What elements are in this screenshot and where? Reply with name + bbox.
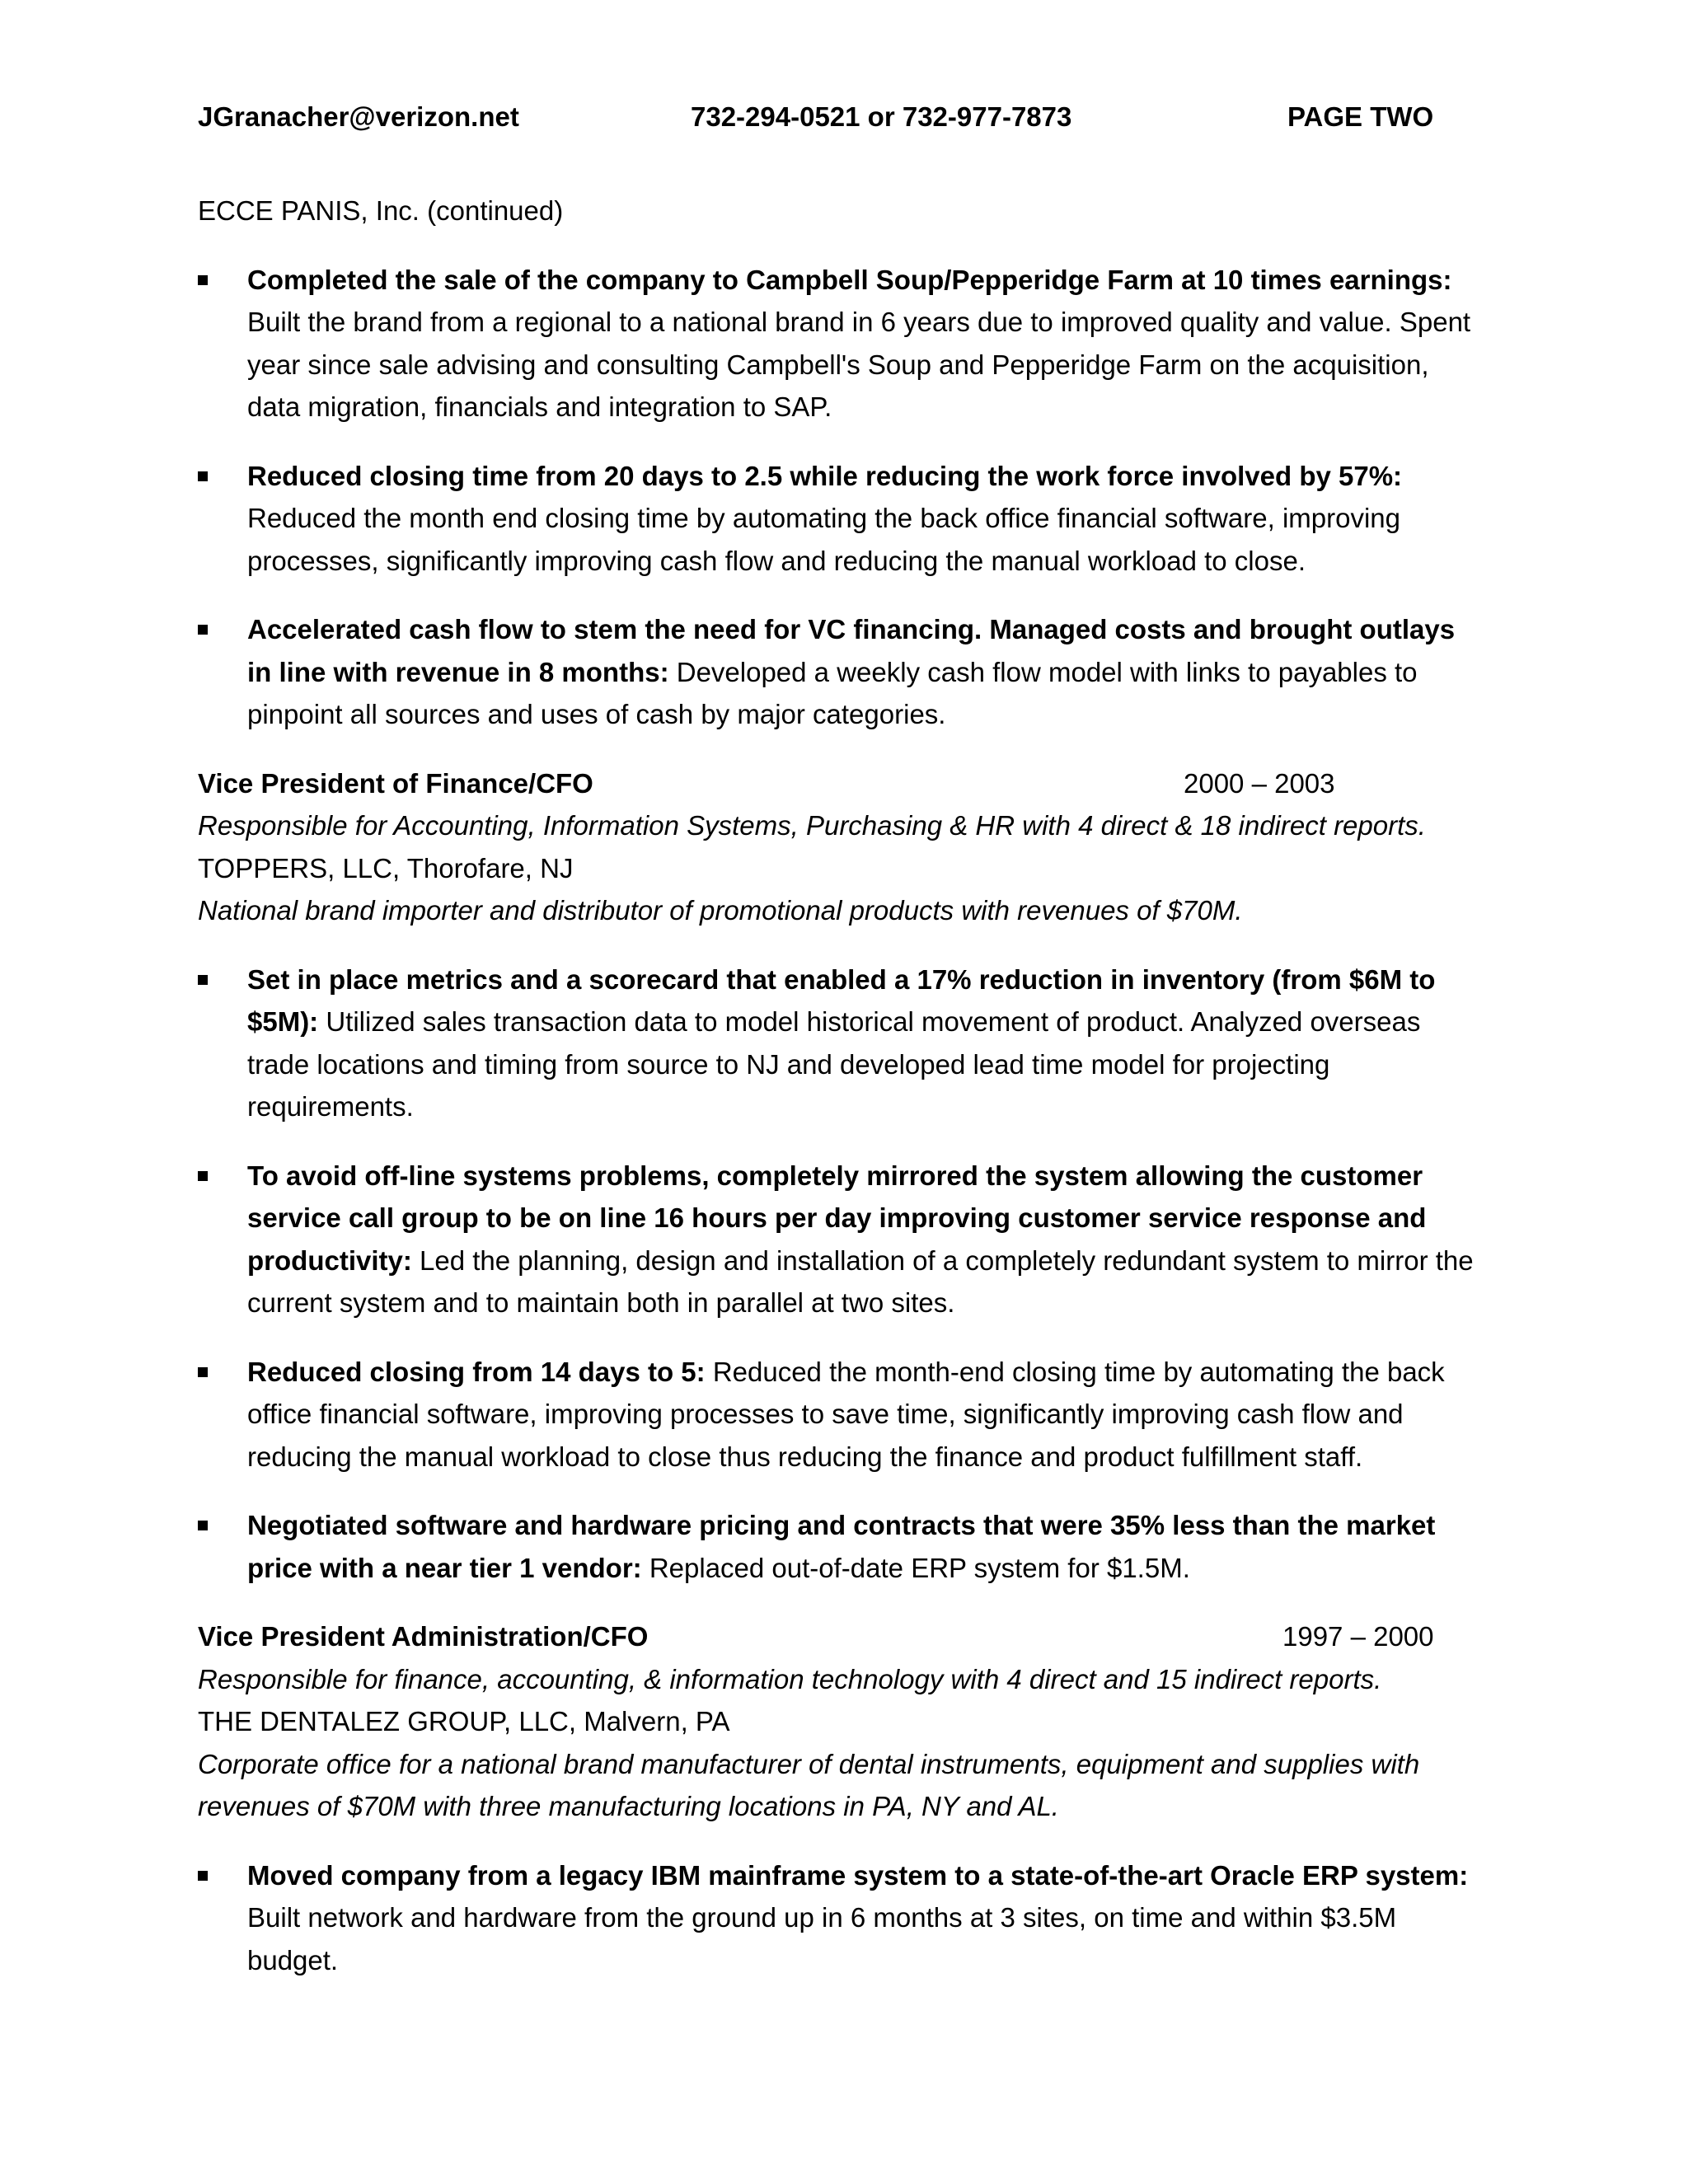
bullet-lead: Negotiated software and hardware pricing and contracts that were 35% less than the market price with a near tier 1 vendor: xyxy=(247,1510,1436,1583)
bullet-text: Replaced out-of-date ERP system for $1.5M. xyxy=(649,1552,1190,1583)
job-company: THE DENTALEZ GROUP, LLC, Malvern, PA xyxy=(198,1706,730,1736)
square-bullet-icon xyxy=(198,1871,208,1881)
job-section-toppers xyxy=(198,762,1484,932)
square-bullet-icon xyxy=(198,471,208,481)
job-responsibility: Responsible for Accounting, Information Systems, Purchasing & HR with 4 direct & 18 indirect reports. xyxy=(198,810,1426,841)
bullet-text: Led the planning, design and installation of a completely redundant system to mirror the current system and to maintain both in parallel at two sites. xyxy=(247,1244,1474,1318)
ecce-bullet-list xyxy=(198,259,1484,736)
bullet-item xyxy=(198,1504,1484,1589)
job-company-description: Corporate office for a national brand manufacturer of dental instruments, equipment and supplies with revenues of $70M with three manufacturing locations in PA, NY and AL. xyxy=(198,1748,1420,1821)
square-bullet-icon xyxy=(198,1521,208,1530)
resume-content xyxy=(198,190,1484,2008)
header-phone: 732-294-0521 or 732-977-7873 xyxy=(691,101,1072,132)
bullet-lead: Reduced closing from 14 days to 5: xyxy=(247,1356,713,1387)
job-dates: 1997 – 2000 xyxy=(1282,1621,1434,1652)
bullet-lead: Reduced closing time from 20 days to 2.5 while reducing the work force involved by 57%: xyxy=(247,460,1403,491)
square-bullet-icon xyxy=(198,275,208,285)
square-bullet-icon xyxy=(198,1367,208,1377)
bullet-text: Reduced the month end closing time by automating the back office financial software, improving processes, significantly improving cash flow and reducing the manual workload to close. xyxy=(247,503,1401,576)
bullet-item xyxy=(198,1351,1484,1479)
bullet-item xyxy=(198,608,1484,736)
bullet-text: Reduced the month-end closing time by automating the back office financial software, improving processes to save time, significantly improving cash flow and reducing the manual workload to close thus reducing the finance and product fulfillment staff. xyxy=(247,1356,1445,1472)
job-title: Vice President of Finance/CFO xyxy=(198,767,593,799)
company-continued: ECCE PANIS, Inc. (continued) xyxy=(198,195,564,226)
bullet-lead: Accelerated cash flow to stem the need for VC financing. Managed costs and brought outlays in line with revenue in 8 months: xyxy=(247,614,1456,687)
bullet-lead: Moved company from a legacy IBM mainframe system to a state-of-the-art Oracle ERP system: xyxy=(247,1859,1469,1891)
bullet-item xyxy=(198,455,1484,583)
job-dates: 2000 – 2003 xyxy=(1184,767,1335,799)
job-section-dentalez xyxy=(198,1615,1484,1828)
bullet-lead: Completed the sale of the company to Campbell Soup/Pepperidge Farm at 10 times earnings: xyxy=(247,264,1452,295)
square-bullet-icon xyxy=(198,625,208,635)
dentalez-bullet-list xyxy=(198,1854,1484,1982)
job-title-row xyxy=(198,1615,1484,1658)
square-bullet-icon xyxy=(198,1171,208,1181)
square-bullet-icon xyxy=(198,975,208,985)
bullet-item xyxy=(198,1155,1484,1324)
bullet-item xyxy=(198,1854,1484,1982)
bullet-lead: Set in place metrics and a scorecard that enabled a 17% reduction in inventory (from $6M to $5M): xyxy=(247,963,1436,1037)
bullet-item xyxy=(198,958,1484,1128)
job-title: Vice President Administration/CFO xyxy=(198,1621,649,1652)
header-email[interactable]: JGranacher@verizon.net xyxy=(198,101,519,132)
job-responsibility: Responsible for finance, accounting, & information technology with 4 direct and 15 indirect reports. xyxy=(198,1663,1382,1694)
header-page-label: PAGE TWO xyxy=(1287,101,1434,132)
bullet-text: Utilized sales transaction data to model historical movement of product. Analyzed overseas trade locations and timing from source to NJ and developed lead time model for projecting requirements. xyxy=(247,1006,1421,1122)
bullet-item xyxy=(198,259,1484,429)
bullet-text: Built the brand from a regional to a national brand in 6 years due to improved quality and value. Spent year since sale advising and consulting Campbell's Soup and Pepperidge Farm on the acquisition, data migration, financials and integration to SAP. xyxy=(247,307,1471,422)
bullet-lead: To avoid off-line systems problems, completely mirrored the system allowing the customer service call group to be on line 16 hours per day improving customer service response and productivity: xyxy=(247,1160,1427,1276)
bullet-text: Developed a weekly cash flow model with links to payables to pinpoint all sources and uses of cash by major categories. xyxy=(247,656,1418,729)
job-company: TOPPERS, LLC, Thorofare, NJ xyxy=(198,852,574,883)
job-company-description: National brand importer and distributor of promotional products with revenues of $70M. xyxy=(198,895,1243,926)
toppers-bullet-list xyxy=(198,958,1484,1590)
page-header xyxy=(198,101,1484,134)
job-title-row xyxy=(198,762,1484,805)
bullet-text: Built network and hardware from the ground up in 6 months at 3 sites, on time and within $3.5M budget. xyxy=(247,1902,1397,1975)
